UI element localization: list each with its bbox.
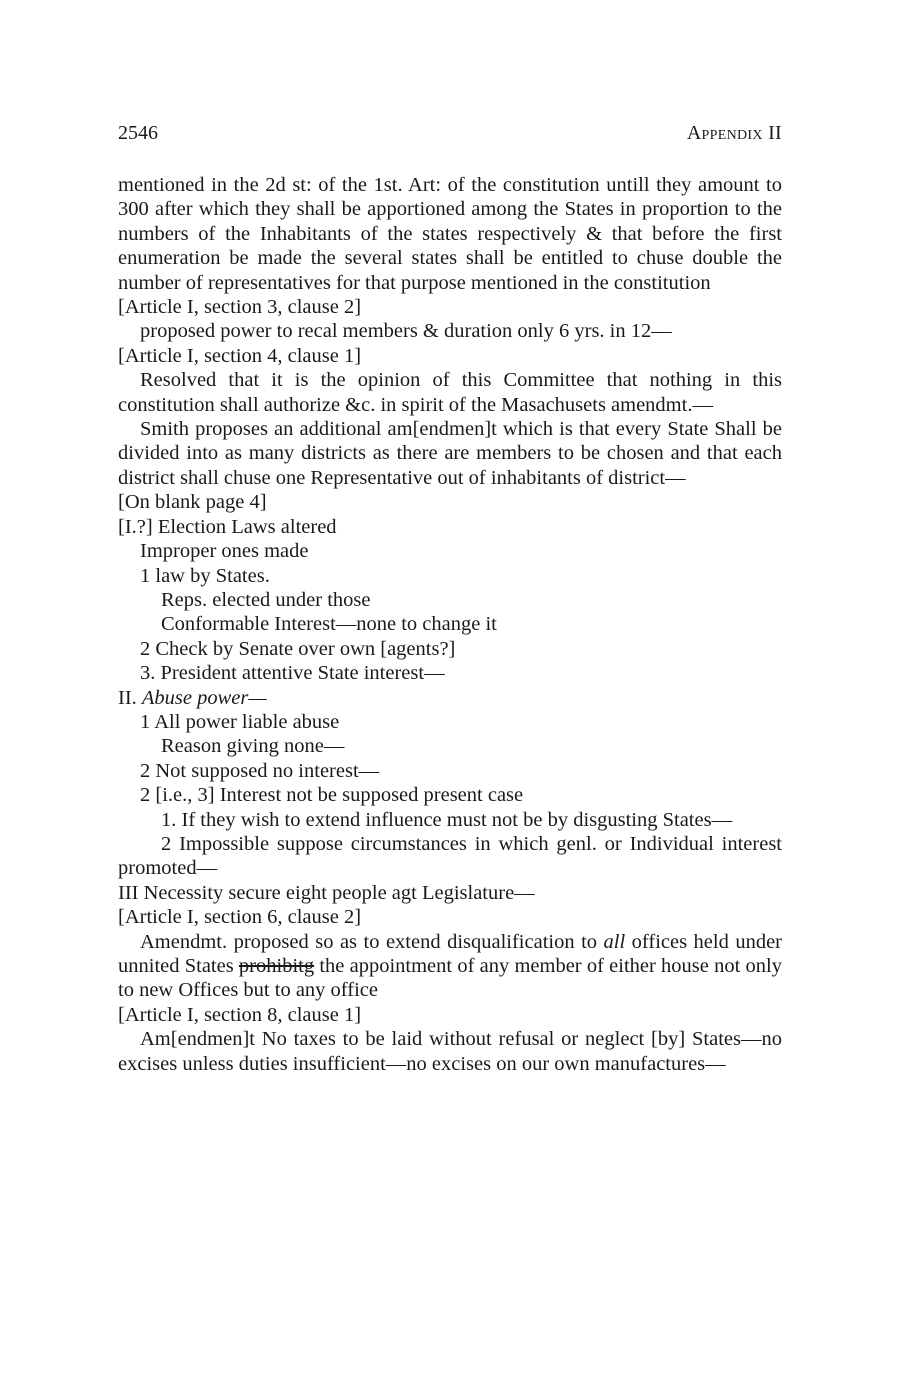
paragraph-continuation: mentioned in the 2d st: of the 1st. Art: of the constitution untill they amount to 300 after which they shall be apportioned among the States in proportion to the numbers of the Inhabitants of the states respectively & that before the first enumeration be made the several states shall be entitled to chuse double the number of representatives for that purpose mentioned in the constitution <box>118 174 782 294</box>
outline-item: 1 All power liable abuse <box>140 710 340 733</box>
page-reference: [On blank page 4] <box>118 491 267 514</box>
outline-heading-2 <box>118 686 782 710</box>
paragraph-disqualification: Amendmt. proposed so as to extend disqualification to all offices held under unnited States prohibitg the appointment of any member of either house not only to new Offices but to any office <box>118 930 782 1002</box>
outline-numeral: II. <box>118 686 142 709</box>
paragraph-smith-amendment: Smith proposes an additional am[endmen]t which is that every State Shall be divided into as many districts as there are members to be chosen and that each district shall chuse one Representative out of inhabitants of district— <box>118 418 782 489</box>
paragraph-recall: proposed power to recal members & duration only 6 yrs. in 12— <box>140 320 672 343</box>
paragraph-taxes: Am[endmen]t No taxes to be laid without refusal or neglect [by] States—no excises unless duties insufficient—no excises on our own manufactures— <box>118 1028 782 1075</box>
outline-item: 2 Not supposed no interest— <box>140 759 380 782</box>
struck-text: prohibitg <box>238 955 315 977</box>
outline-heading-3: III Necessity secure eight people agt Legislature— <box>118 881 535 904</box>
running-head: Appendix II <box>686 122 782 144</box>
outline-heading-1: [I.?] Election Laws altered <box>118 515 337 538</box>
paragraph-resolution: Resolved that it is the opinion of this Committee that nothing in this constitution shall authorize &c. in spirit of the Masachusets amendmt.— <box>118 369 782 416</box>
outline-item: Improper ones made <box>140 540 309 563</box>
article-reference: [Article I, section 3, clause 2] <box>118 296 362 319</box>
emphasis: all <box>603 930 626 953</box>
article-reference: [Article I, section 8, clause 1] <box>118 1003 362 1026</box>
page-number: 2546 <box>118 122 158 144</box>
article-reference: [Article I, section 6, clause 2] <box>118 906 362 929</box>
outline-item: 2 [i.e., 3] Interest not be supposed present case <box>140 784 524 807</box>
page-header <box>118 122 782 152</box>
article-reference: [Article I, section 4, clause 1] <box>118 344 362 367</box>
outline-subitem: 2 Impossible suppose circumstances in which genl. or Individual interest promoted— <box>118 832 782 880</box>
outline-subitem: 1. If they wish to extend influence must not be by disgusting States— <box>161 808 733 831</box>
outline-subitem: Conformable Interest—none to change it <box>161 613 497 636</box>
outline-item: 2 Check by Senate over own [agents?] <box>140 637 456 660</box>
outline-subitem: Reps. elected under those <box>161 588 371 611</box>
document-body <box>118 173 782 1076</box>
outline-item: 1 law by States. <box>140 564 270 587</box>
outline-title: Abuse power— <box>141 686 267 709</box>
outline-subitem: Reason giving none— <box>161 735 345 758</box>
outline-item: 3. President attentive State interest— <box>140 662 445 685</box>
